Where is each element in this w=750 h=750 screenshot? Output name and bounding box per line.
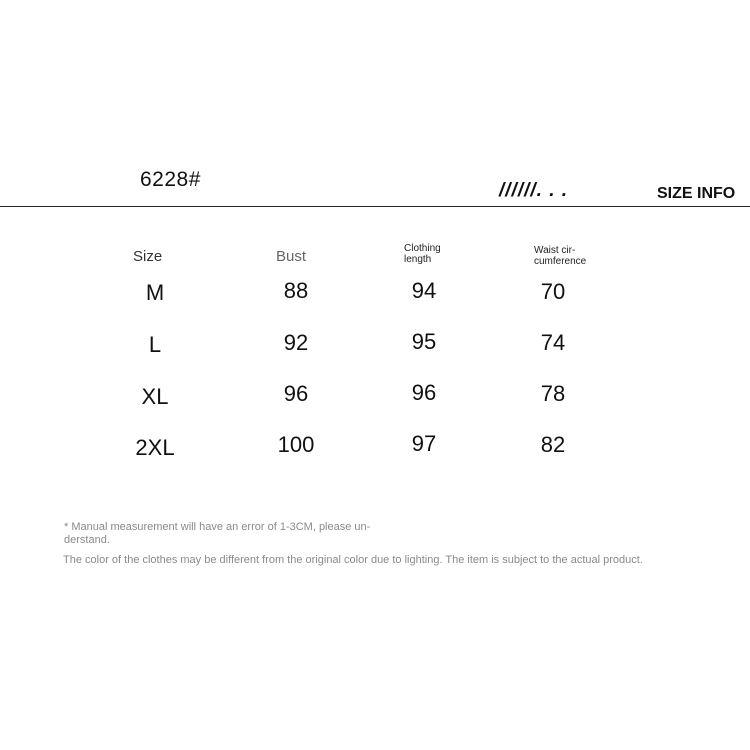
header-clothing-length-line1: Clothing [404,243,441,254]
measurement-note-line2: derstand. [64,534,110,546]
cell-bust: 92 [283,330,309,355]
header-clothing-length [404,243,441,265]
page-title: SIZE INFO [657,185,736,202]
cell-waist: 82 [540,432,566,457]
cell-length: 96 [411,380,437,405]
cell-size: M [145,280,165,305]
header-bust: Bust [276,248,307,265]
header-waist [534,245,586,267]
cell-size: 2XL [135,435,175,460]
header-clothing-length-line2: length [404,254,432,265]
header-size: Size [133,248,163,265]
cell-bust: 96 [283,381,309,406]
header-divider [0,206,750,207]
cell-size: L [148,332,162,357]
cell-length: 94 [411,278,437,303]
header-waist-line2: cumference [534,256,587,267]
cell-length: 95 [411,329,437,354]
decorative-slashes: //////. . . [499,180,569,201]
cell-length: 97 [411,431,437,456]
cell-waist: 78 [540,381,566,406]
measurement-note [64,521,370,547]
header-waist-line1: Waist cir- [534,245,576,256]
product-code: 6228# [140,168,201,191]
cell-waist: 74 [540,330,566,355]
cell-bust: 88 [283,278,309,303]
cell-size: XL [141,384,169,409]
measurement-note-line1: * Manual measurement will have an error of 1-3CM, please un- [64,521,371,533]
cell-waist: 70 [540,279,566,304]
cell-bust: 100 [277,432,315,457]
color-disclaimer: The color of the clothes may be different from the original color due to lighting. The item is subject to the actual product. [63,554,643,566]
